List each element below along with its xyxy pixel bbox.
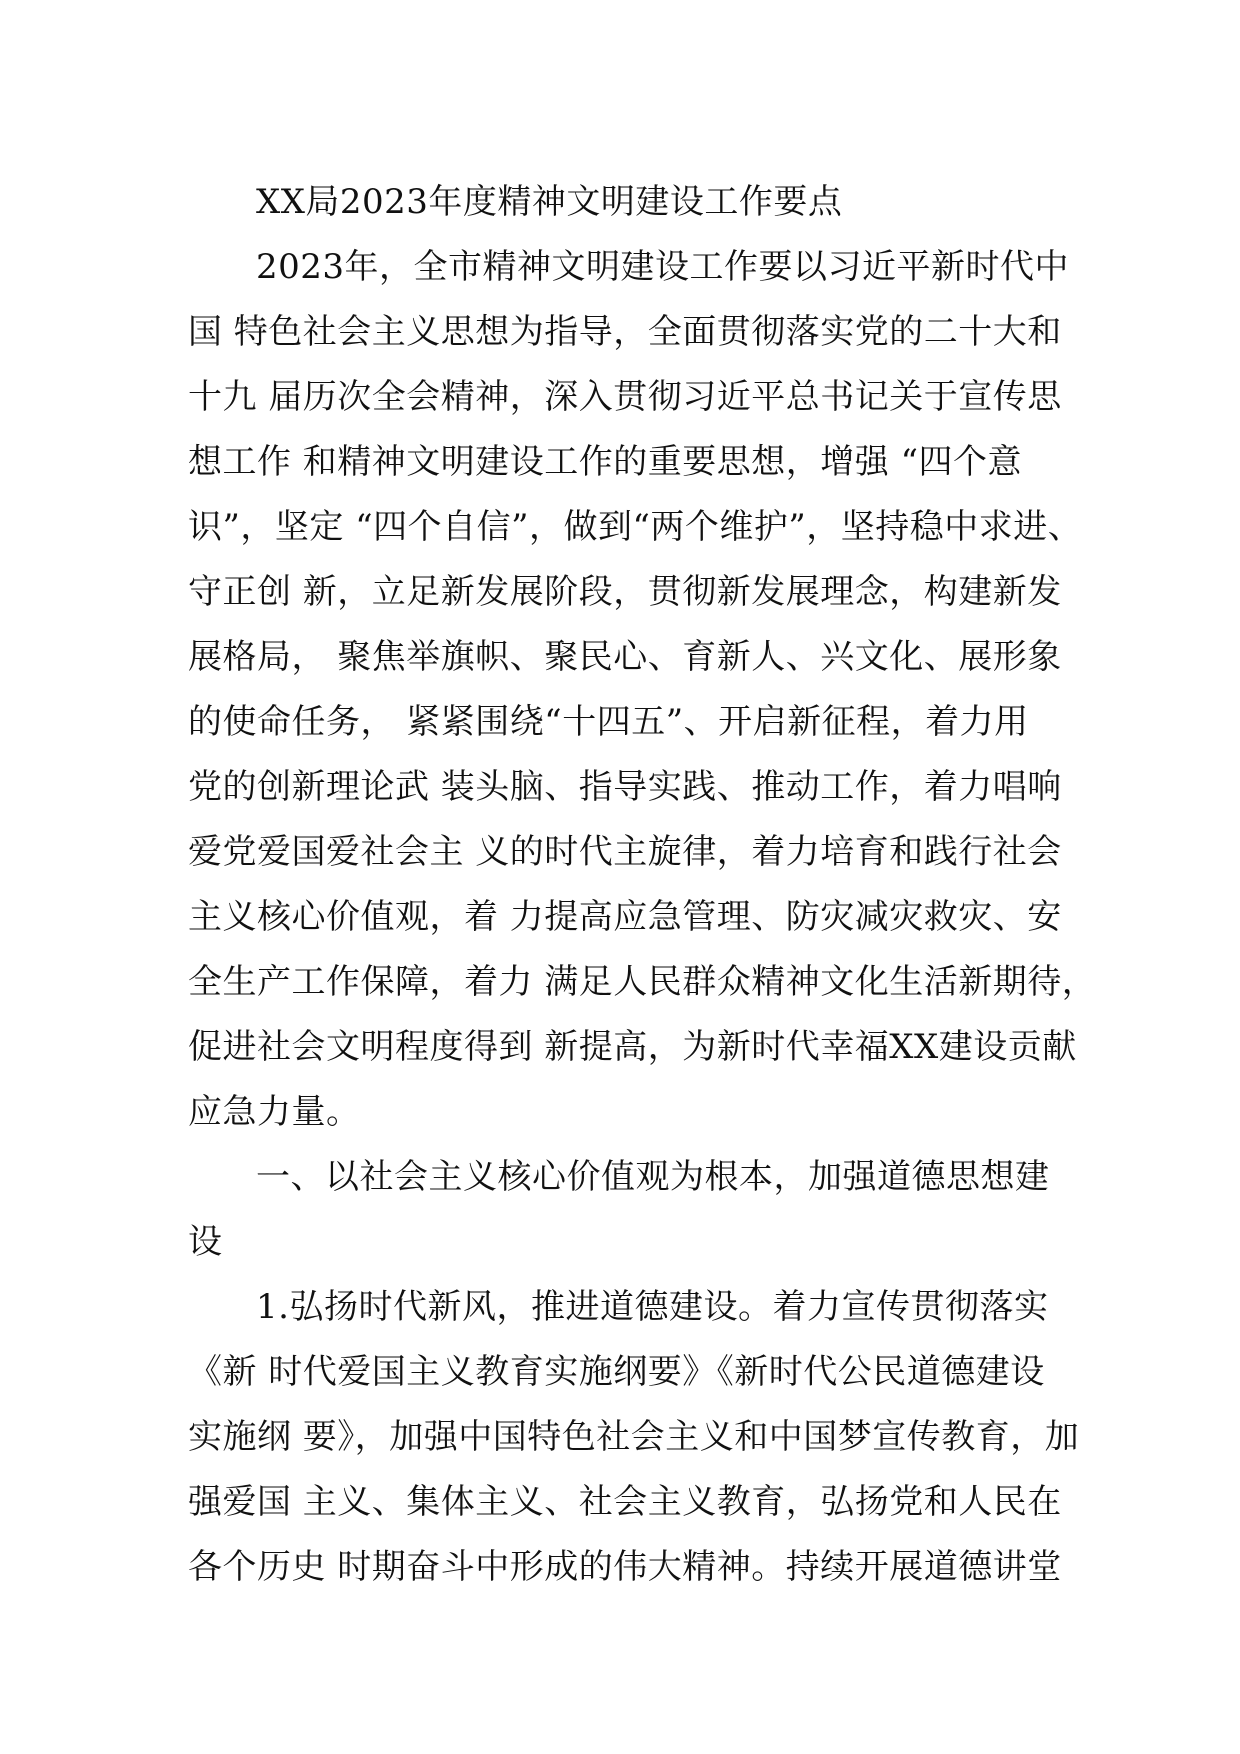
paragraph-line: 1.弘扬时代新风，推进道德建设。着力宣传贯彻落实 — [256, 1287, 1049, 1327]
paragraph-line: 展格局， 聚焦举旗帜、聚民心、育新人、兴文化、展形象 — [188, 637, 1062, 677]
document-body — [188, 170, 1097, 1600]
paragraph-line: 《新 时代爱国主义教育实施纲要》《新时代公民道德建设 — [188, 1352, 1045, 1392]
paragraph-line: 促进社会文明程度得到 新提高，为新时代幸福XX建设贡献 — [188, 1027, 1077, 1067]
paragraph-line: 十九 届历次全会精神，深入贯彻习近平总书记关于宣传思 — [188, 377, 1062, 417]
paragraph-line: 2023年，全市精神文明建设工作要以习近平新时代中 — [256, 247, 1070, 287]
paragraph-line: 各个历史 时期奋斗中形成的伟大精神。持续开展道德讲堂 — [188, 1547, 1062, 1587]
paragraph-line: 主义核心价值观，着 力提高应急管理、防灾减灾救灾、安 — [188, 897, 1062, 937]
paragraph-line: 实施纲 要》，加强中国特色社会主义和中国梦宣传教育，加 — [188, 1417, 1080, 1457]
paragraph-line: 全生产工作保障，着力 满足人民群众精神文化生活新期待， — [188, 962, 1097, 1002]
paragraph-line: 国 特色社会主义思想为指导，全面贯彻落实党的二十大和 — [188, 312, 1062, 352]
paragraph-line: 爱党爱国爱社会主 义的时代主旋律，着力培育和践行社会 — [188, 832, 1062, 872]
section-heading: 一、以社会主义核心价值观为根本，加强道德思想建 — [256, 1157, 1050, 1197]
paragraph-line: 识”，坚定 “四个自信”，做到“两个维护”，坚持稳中求进、 — [188, 507, 1083, 547]
paragraph-line: 想工作 和精神文明建设工作的重要思想，增强 “四个意 — [188, 442, 1022, 482]
paragraph-line: 守正创 新，立足新发展阶段，贯彻新发展理念，构建新发 — [188, 572, 1062, 612]
paragraph-line: 强爱国 主义、集体主义、社会主义教育，弘扬党和人民在 — [188, 1482, 1062, 1522]
paragraph-line: 党的创新理论武 装头脑、指导实践、推动工作，着力唱响 — [188, 767, 1062, 807]
section-heading-continued: 设 — [188, 1222, 223, 1262]
paragraph-line: 的使命任务， 紧紧围绕“十四五”、开启新征程，着力用 — [188, 702, 1029, 742]
paragraph-line: 应急力量。 — [188, 1092, 361, 1132]
document-title: XX局2023年度精神文明建设工作要点 — [256, 182, 843, 222]
